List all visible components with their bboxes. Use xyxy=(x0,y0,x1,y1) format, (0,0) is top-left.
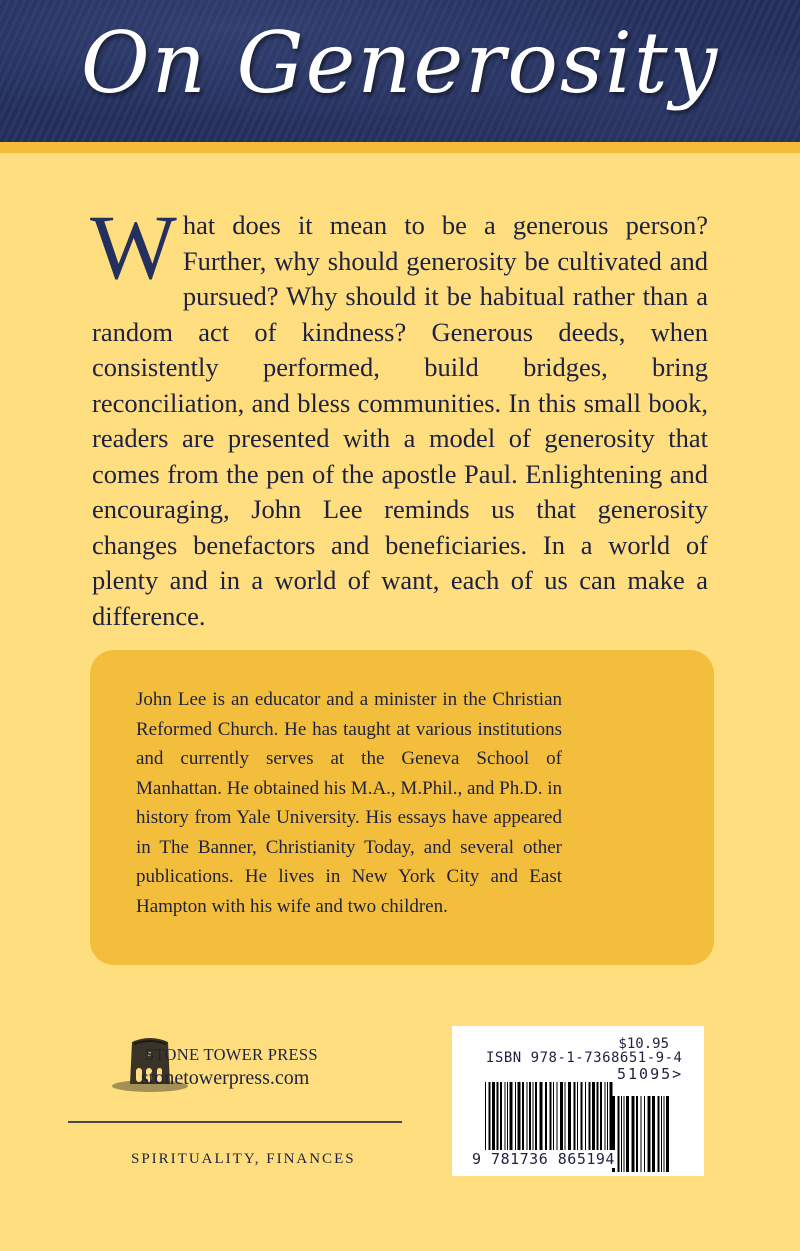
book-title: On Generosity xyxy=(80,14,720,112)
barcode-addon xyxy=(612,1096,672,1172)
barcode-bar xyxy=(632,1096,635,1172)
barcode-bar xyxy=(666,1096,669,1172)
publisher-website[interactable]: stonetowerpress.com xyxy=(141,1067,310,1089)
barcode-bar xyxy=(658,1096,660,1172)
barcode-bar xyxy=(624,1096,625,1172)
book-blurb xyxy=(90,196,708,634)
barcode-bar xyxy=(621,1096,622,1172)
barcode-bar xyxy=(648,1096,651,1172)
publisher-name: STONE TOWER PRESS xyxy=(145,1045,318,1064)
author-bio-box xyxy=(90,650,714,965)
gold-stripe xyxy=(0,142,800,153)
barcode-bar xyxy=(661,1096,662,1172)
barcode-bar xyxy=(652,1096,655,1172)
divider xyxy=(68,1121,402,1123)
barcode-bar xyxy=(641,1096,642,1172)
barcode-digits: 9 781736 865194 xyxy=(472,1150,615,1168)
author-bio: John Lee is an educator and a minister in the Christian Reformed Church. He has taught at various institutions and currently serves at the Geneva School of Manhattan. He obtained his M.A., M.Phil., and Ph.D. in history from Yale University. His essays have appeared in The Banner, Christianity Today, and several other publications. He lives in New York City and East Hampton with his wife and two children. xyxy=(136,689,562,917)
drop-cap: W xyxy=(90,196,177,298)
price-addon-code: 51095> xyxy=(617,1065,684,1083)
barcode-bar xyxy=(644,1096,645,1172)
barcode-bar xyxy=(626,1096,629,1172)
barcode-bar xyxy=(664,1096,665,1172)
isbn: ISBN 978-1-7368651-9-4 xyxy=(486,1050,683,1066)
book-category: SPIRITUALITY, FINANCES xyxy=(131,1151,356,1167)
barcode-bar xyxy=(636,1096,638,1172)
barcode-bar xyxy=(618,1096,620,1172)
barcode-label xyxy=(452,1026,704,1176)
price: $10.95 xyxy=(618,1036,669,1052)
blurb-text: hat does it mean to be a generous person? Further, why should generosity be cultivated and pursued? Why should it be habitual rather than a random act of kindness? Generous deeds, when consistently performed, build bridges, bring reconciliation, and bless communities. In this small book, readers are presented with a model of generosity that comes from the pen of the apostle Paul. Enlightening and encouraging, John Lee reminds us that generosity changes benefactors and beneficiaries. In a world of plenty and in a world of want, each of us can make a difference. xyxy=(92,210,708,631)
